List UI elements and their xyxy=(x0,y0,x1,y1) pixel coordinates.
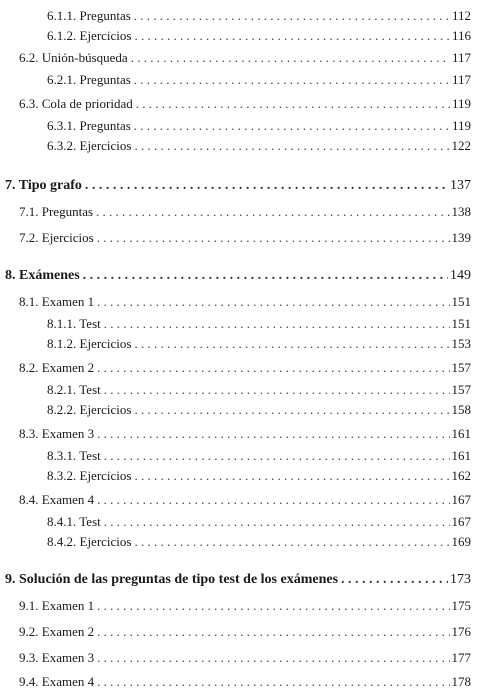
toc-page-number: 119 xyxy=(451,118,471,133)
toc-dot-leader xyxy=(134,72,450,88)
toc-dot-leader xyxy=(85,178,448,194)
toc-entry-title: 6.3. Cola de prioridad xyxy=(19,96,133,111)
toc-page-number: 137 xyxy=(450,178,471,193)
toc-dot-leader xyxy=(97,230,450,246)
toc-dot-leader xyxy=(83,268,448,284)
toc-subsection-entry xyxy=(47,382,471,398)
toc-page-number: 139 xyxy=(451,230,471,245)
toc-entry-title: 8.4.1. Test xyxy=(47,514,101,529)
toc-section-entry xyxy=(19,624,471,640)
toc-dot-leader xyxy=(97,598,449,614)
toc-dot-leader xyxy=(97,426,449,442)
toc-dot-leader xyxy=(136,96,450,112)
toc-page-number: 175 xyxy=(451,598,471,613)
toc-entry-title: 9.1. Examen 1 xyxy=(19,598,95,613)
toc-section-entry xyxy=(19,230,471,246)
toc-page-number: 173 xyxy=(450,572,471,587)
toc-entry-title: 7. Tipo grafo xyxy=(5,178,82,193)
toc-entry-title: 9. Solución de las preguntas de tipo test de los exámenes xyxy=(5,572,339,587)
toc-chapter-entry xyxy=(5,268,471,284)
toc-subsection-entry xyxy=(47,28,471,44)
toc-dot-leader xyxy=(341,572,448,588)
toc-page-number: 162 xyxy=(451,468,471,483)
toc-subsection-entry xyxy=(47,534,471,550)
toc-dot-leader xyxy=(97,360,449,376)
toc-dot-leader xyxy=(134,534,449,550)
toc-subsection-entry xyxy=(47,8,471,24)
toc-entry-title: 8.4. Examen 4 xyxy=(19,492,95,507)
toc-entry-title: 8.2.2. Ejercicios xyxy=(47,402,132,417)
toc-page-number: 149 xyxy=(450,268,471,283)
toc-page-number: 157 xyxy=(451,360,471,375)
toc-dot-leader xyxy=(134,28,449,44)
toc-page-number: 158 xyxy=(451,402,471,417)
toc-dot-leader xyxy=(97,294,449,310)
toc-section-entry xyxy=(19,650,471,666)
toc-subsection-entry xyxy=(47,118,471,134)
toc-entry-title: 8.3.1. Test xyxy=(47,448,101,463)
toc-page-number: 116 xyxy=(451,28,471,43)
toc-chapter-entry xyxy=(5,572,471,588)
toc-dot-leader xyxy=(134,468,449,484)
toc-dot-leader xyxy=(104,316,450,332)
toc-dot-leader xyxy=(134,138,449,154)
toc-dot-leader xyxy=(97,492,449,508)
toc-subsection-entry xyxy=(47,72,471,88)
toc-entry-title: 8.3.2. Ejercicios xyxy=(47,468,132,483)
toc-dot-leader xyxy=(104,382,450,398)
toc-subsection-entry xyxy=(47,316,471,332)
toc-entry-title: 6.3.1. Preguntas xyxy=(47,118,131,133)
toc-page-number: 117 xyxy=(451,72,471,87)
toc-dot-leader xyxy=(97,674,449,690)
toc-entry-title: 6.1.2. Ejercicios xyxy=(47,28,132,43)
toc-dot-leader xyxy=(134,336,449,352)
toc-dot-leader xyxy=(97,624,449,640)
toc-page-number: 161 xyxy=(451,426,471,441)
toc-page-number: 157 xyxy=(451,382,471,397)
toc-dot-leader xyxy=(134,402,449,418)
toc-dot-leader xyxy=(96,204,449,220)
toc-page-number: 122 xyxy=(451,138,471,153)
toc-page-number: 153 xyxy=(451,336,471,351)
toc-page-number: 169 xyxy=(451,534,471,549)
toc-page-number: 167 xyxy=(451,492,471,507)
toc-section-entry xyxy=(19,598,471,614)
toc-entry-title: 8.1.1. Test xyxy=(47,316,101,331)
toc-dot-leader xyxy=(104,448,450,464)
toc-dot-leader xyxy=(97,650,449,666)
toc-subsection-entry xyxy=(47,138,471,154)
toc-subsection-entry xyxy=(47,336,471,352)
toc-page-number: 151 xyxy=(451,294,471,309)
toc-entry-title: 9.2. Examen 2 xyxy=(19,624,95,639)
toc-entry-title: 8.4.2. Ejercicios xyxy=(47,534,132,549)
toc-page-number: 112 xyxy=(451,8,471,23)
toc-page-number: 138 xyxy=(451,204,471,219)
toc-subsection-entry xyxy=(47,468,471,484)
toc-subsection-entry xyxy=(47,448,471,464)
toc-section-entry xyxy=(19,50,471,66)
toc-entry-title: 8.2. Examen 2 xyxy=(19,360,95,375)
toc-page-number: 161 xyxy=(451,448,471,463)
toc-page-number: 117 xyxy=(451,50,471,65)
toc-subsection-entry xyxy=(47,402,471,418)
toc-page-number: 167 xyxy=(451,514,471,529)
toc-section-entry xyxy=(19,492,471,508)
toc-entry-title: 6.3.2. Ejercicios xyxy=(47,138,132,153)
toc-entry-title: 6.2. Unión-búsqueda xyxy=(19,50,128,65)
toc-entry-title: 8.1.2. Ejercicios xyxy=(47,336,132,351)
toc-dot-leader xyxy=(134,8,450,24)
toc-entry-title: 9.4. Examen 4 xyxy=(19,674,95,689)
toc-page-number: 178 xyxy=(451,674,471,689)
toc-section-entry xyxy=(19,204,471,220)
toc-dot-leader xyxy=(131,50,450,66)
toc-page-number: 119 xyxy=(451,96,471,111)
toc-entry-title: 8. Exámenes xyxy=(5,268,80,283)
toc-dot-leader xyxy=(134,118,450,134)
toc-page-number: 176 xyxy=(451,624,471,639)
toc-entry-title: 8.3. Examen 3 xyxy=(19,426,95,441)
toc-section-entry xyxy=(19,360,471,376)
toc-entry-title: 8.2.1. Test xyxy=(47,382,101,397)
toc-page-number: 151 xyxy=(451,316,471,331)
toc-entry-title: 6.2.1. Preguntas xyxy=(47,72,131,87)
toc-subsection-entry xyxy=(47,514,471,530)
toc-section-entry xyxy=(19,294,471,310)
toc-entry-title: 7.2. Ejercicios xyxy=(19,230,94,245)
toc-section-entry xyxy=(19,674,471,690)
toc-dot-leader xyxy=(104,514,450,530)
toc-section-entry xyxy=(19,96,471,112)
toc-section-entry xyxy=(19,426,471,442)
toc-page-number: 177 xyxy=(451,650,471,665)
toc-chapter-entry xyxy=(5,178,471,194)
toc-entry-title: 7.1. Preguntas xyxy=(19,204,94,219)
toc-entry-title: 8.1. Examen 1 xyxy=(19,294,95,309)
toc-entry-title: 6.1.1. Preguntas xyxy=(47,8,131,23)
toc-entry-title: 9.3. Examen 3 xyxy=(19,650,95,665)
